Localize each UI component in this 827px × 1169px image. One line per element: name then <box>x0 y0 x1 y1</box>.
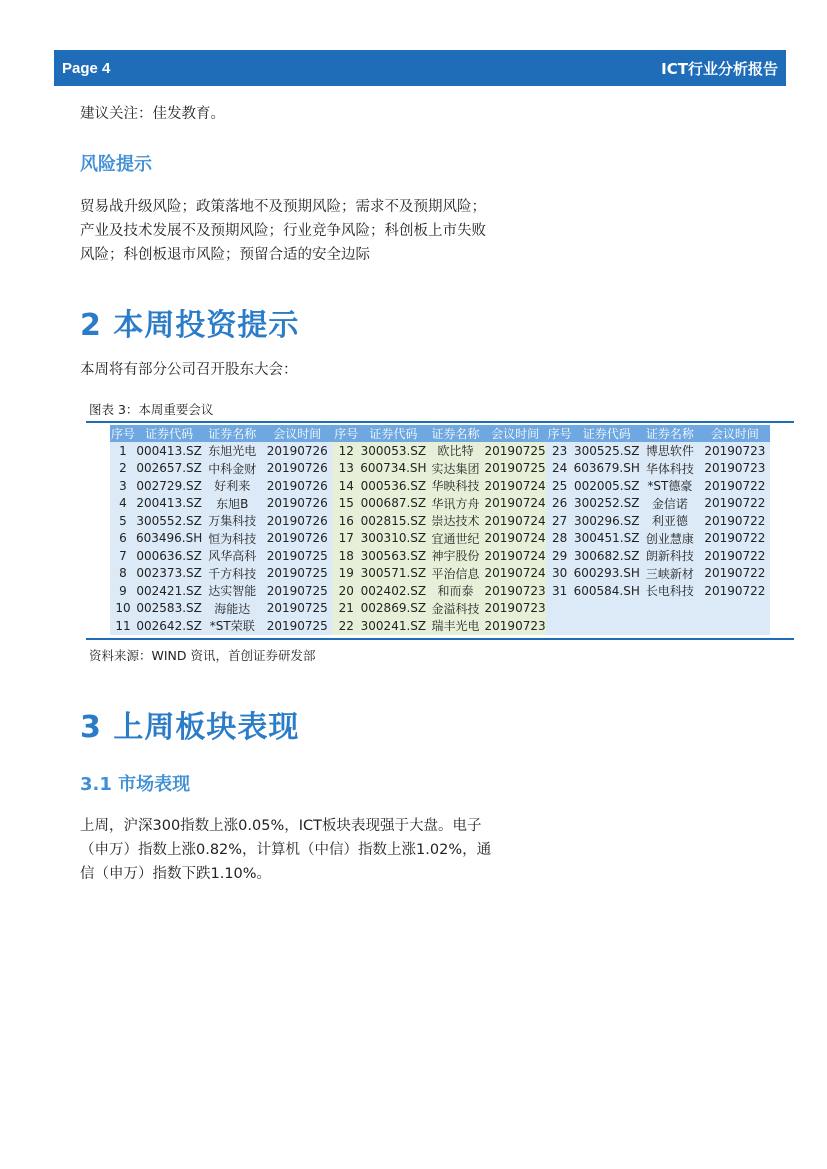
table-header-cell: 证券代码 <box>360 425 426 442</box>
table-cell: 26 <box>546 495 574 513</box>
table-cell: 20 <box>332 582 360 600</box>
table-cell: 东旭B <box>202 495 262 513</box>
table-row <box>110 495 770 513</box>
table-header-cell: 序号 <box>110 427 135 441</box>
table-cell: 20190722 <box>700 477 770 495</box>
table-cell <box>700 600 770 618</box>
table-cell <box>546 617 574 635</box>
market-line: 信（申万）指数下跌1.10%。 <box>80 866 272 882</box>
table-cell: 200413.SZ <box>136 496 202 511</box>
table-cell: 和而泰 <box>427 582 485 600</box>
table-cell: 300451.SZ <box>574 531 640 546</box>
table-cell: 16 <box>332 512 360 530</box>
table-cell: 000536.SZ <box>360 478 427 493</box>
table-cell: 5 <box>110 512 136 530</box>
table-cell: 20190725 <box>484 461 546 476</box>
table-cell: 朗新科技 <box>640 547 700 565</box>
table-cell: 三峡新材 <box>640 565 700 583</box>
table-row <box>110 512 770 530</box>
table-row <box>110 547 770 565</box>
table-cell: 20190725 <box>262 617 332 635</box>
table-cell: 14 <box>332 477 360 495</box>
table-cell: 300552.SZ <box>136 513 202 528</box>
table-cell: 华映科技 <box>427 477 485 495</box>
table-cell: 15 <box>332 495 360 513</box>
table-cell <box>640 600 700 618</box>
table-cell: 300682.SZ <box>574 548 640 563</box>
table-row <box>110 600 770 618</box>
table-cell: 6 <box>110 530 136 548</box>
table-cell: 风华高科 <box>202 547 262 565</box>
table-cell: 20190726 <box>262 442 332 460</box>
table-cell: 万集科技 <box>202 512 262 530</box>
table-cell: 金溢科技 <box>427 600 485 618</box>
table-cell <box>574 617 640 635</box>
table-cell: 002583.SZ <box>136 601 202 616</box>
table-cell: 3 <box>110 477 136 495</box>
table-cell: 20190725 <box>484 443 546 458</box>
report-title: ICT行业分析报告 <box>661 59 778 78</box>
table-cell: 崇达技术 <box>427 512 485 530</box>
table-cell: 宜通世纪 <box>427 530 485 548</box>
table-header-cell: 证券名称 <box>427 425 485 442</box>
table-cell: 达实智能 <box>202 582 262 600</box>
table-cell: 000687.SZ <box>360 496 427 511</box>
table-cell: 中科金财 <box>202 460 262 478</box>
table-cell: 27 <box>546 512 574 530</box>
table-cell: 20190726 <box>262 512 332 530</box>
table-cell: 300252.SZ <box>574 496 640 511</box>
table-cell: 20190722 <box>700 582 770 600</box>
table-cell: *ST荣联 <box>202 617 262 635</box>
table-cell: 300571.SZ <box>360 566 427 581</box>
table-cell: 23 <box>546 442 574 460</box>
table-cell: 002729.SZ <box>136 478 202 493</box>
table-cell: 300310.SZ <box>360 531 427 546</box>
table-cell <box>574 600 640 618</box>
table-cell: 28 <box>546 530 574 548</box>
section-3-heading: 3 上周板块表现 <box>80 710 300 745</box>
table-cell <box>640 617 700 635</box>
table-cell: 20190725 <box>262 582 332 600</box>
page-number: Page 4 <box>62 59 111 77</box>
table-cell: 瑞丰光电 <box>427 617 485 635</box>
table-cell: 8 <box>110 565 136 583</box>
table-cell: 21 <box>332 600 360 618</box>
risk-line: 风险；科创板退市风险；预留合适的安全边际 <box>80 247 370 263</box>
table-cell: 20190724 <box>484 513 546 528</box>
table-cell: 9 <box>110 582 136 600</box>
table-bottom-rule <box>86 638 794 640</box>
table-cell: 平治信息 <box>427 565 485 583</box>
table-cell: 30 <box>546 565 574 583</box>
table-cell: 22 <box>332 617 360 635</box>
table-cell: 20190723 <box>484 583 546 598</box>
table-cell: 20190722 <box>700 547 770 565</box>
table-header-cell: 会议时间 <box>700 425 770 442</box>
table-row <box>110 617 770 635</box>
table-cell: 20190723 <box>484 601 546 616</box>
table-cell <box>700 617 770 635</box>
table-header-cell: 证券名称 <box>640 425 700 442</box>
table-cell: 24 <box>546 460 574 478</box>
table-cell: 华讯方舟 <box>427 495 485 513</box>
table-header-cell: 序号 <box>547 427 572 441</box>
table-cell: 2 <box>110 460 136 478</box>
table-cell: 20190724 <box>484 478 546 493</box>
figure-source: 资料来源：WIND 资讯，首创证券研发部 <box>89 648 316 663</box>
table-header-cell: 证券代码 <box>574 425 640 442</box>
table-body <box>110 442 770 635</box>
table-cell: 20190724 <box>484 566 546 581</box>
table-cell: 20190722 <box>700 565 770 583</box>
table-cell: 300053.SZ <box>360 443 427 458</box>
table-header-cell: 证券名称 <box>202 425 262 442</box>
table-cell: 600584.SH <box>573 583 640 598</box>
table-cell: 20190722 <box>700 495 770 513</box>
table-header-cell: 会议时间 <box>485 425 546 442</box>
table-cell: 002402.SZ <box>360 583 427 598</box>
risk-paragraph <box>80 195 560 267</box>
table-cell: 长电科技 <box>640 582 700 600</box>
table-cell: 002815.SZ <box>360 513 427 528</box>
table-cell: 东旭光电 <box>202 442 262 460</box>
table-row <box>110 442 770 460</box>
table-cell: 欧比特 <box>427 442 485 460</box>
table-cell: *ST德豪 <box>640 477 700 495</box>
table-row <box>110 582 770 600</box>
table-header-row <box>110 425 770 442</box>
table-cell <box>546 600 574 618</box>
table-cell: 恒为科技 <box>202 530 262 548</box>
table-cell: 20190724 <box>484 531 546 546</box>
table-cell: 17 <box>332 530 360 548</box>
table-cell: 002421.SZ <box>136 583 202 598</box>
table-top-rule <box>86 421 794 423</box>
table-header-cell: 序号 <box>334 427 359 441</box>
table-cell: 20190723 <box>484 618 546 633</box>
risk-heading: 风险提示 <box>80 154 152 175</box>
table-cell: 海能达 <box>202 600 262 618</box>
table-header-cell: 会议时间 <box>262 425 332 442</box>
table-cell: 18 <box>332 547 360 565</box>
table-cell: 11 <box>110 617 136 635</box>
table-cell: 13 <box>332 460 360 478</box>
table-cell: 神宇股份 <box>427 547 485 565</box>
table-cell: 600734.SH <box>360 461 427 476</box>
table-cell: 20190725 <box>262 565 332 583</box>
risk-line: 产业及技术发展不及预期风险；行业竞争风险；科创板上市失败 <box>80 223 486 239</box>
page-header <box>54 50 786 86</box>
table-cell: 12 <box>332 442 360 460</box>
table-row <box>110 460 770 478</box>
table-header-cell: 证券代码 <box>136 425 202 442</box>
table-cell: 华体科技 <box>640 460 700 478</box>
table-row <box>110 477 770 495</box>
section-2-text: 本周将有部分公司召开股东大会： <box>80 362 298 378</box>
table-cell: 创业慧康 <box>640 530 700 548</box>
table-cell: 千方科技 <box>202 565 262 583</box>
table-cell: 博思软件 <box>640 442 700 460</box>
table-cell: 002869.SZ <box>360 601 427 616</box>
table-cell: 300525.SZ <box>574 443 640 458</box>
table-cell: 实达集团 <box>427 460 485 478</box>
table-cell: 20190726 <box>262 530 332 548</box>
table-cell: 4 <box>110 495 136 513</box>
risk-line: 贸易战升级风险；政策落地不及预期风险；需求不及预期风险； <box>80 199 486 215</box>
market-paragraph <box>80 814 560 886</box>
table-cell: 002642.SZ <box>136 618 202 633</box>
table-cell: 31 <box>546 582 574 600</box>
meetings-table <box>110 425 770 635</box>
table-cell: 20190726 <box>262 495 332 513</box>
table-cell: 000413.SZ <box>136 443 202 458</box>
figure-title: 图表 3：本周重要会议 <box>89 402 214 417</box>
table-cell: 20190722 <box>700 530 770 548</box>
table-row <box>110 530 770 548</box>
table-cell: 利亚德 <box>640 512 700 530</box>
table-cell: 300563.SZ <box>360 548 427 563</box>
table-cell: 20190724 <box>484 548 546 563</box>
section-2-heading: 2 本周投资提示 <box>80 308 300 343</box>
table-cell: 600293.SH <box>573 566 640 581</box>
table-cell: 19 <box>332 565 360 583</box>
table-cell: 603679.SH <box>573 461 640 476</box>
section-3-1-heading: 3.1 市场表现 <box>80 774 191 795</box>
table-cell: 000636.SZ <box>136 548 202 563</box>
table-cell: 20190723 <box>700 460 770 478</box>
table-cell: 7 <box>110 547 136 565</box>
market-line: 上周，沪深300指数上涨0.05%，ICT板块表现强于大盘。电子 <box>80 818 482 834</box>
table-cell: 25 <box>546 477 574 495</box>
intro-text: 建议关注：佳发教育。 <box>80 106 225 122</box>
table-cell: 金信诺 <box>640 495 700 513</box>
table-cell: 20190726 <box>262 477 332 495</box>
market-line: （申万）指数上涨0.82%，计算机（中信）指数上涨1.02%，通 <box>80 842 492 858</box>
table-cell: 002373.SZ <box>136 566 202 581</box>
table-cell: 好利来 <box>202 477 262 495</box>
table-cell: 1 <box>110 442 136 460</box>
table-cell: 10 <box>110 600 136 618</box>
table-cell: 300241.SZ <box>360 618 427 633</box>
table-cell: 002005.SZ <box>574 478 640 493</box>
table-cell: 002657.SZ <box>136 461 202 476</box>
table-cell: 300296.SZ <box>574 513 640 528</box>
table-cell: 20190722 <box>700 512 770 530</box>
table-row <box>110 565 770 583</box>
table-cell: 29 <box>546 547 574 565</box>
table-cell: 20190724 <box>484 496 546 511</box>
table-cell: 20190725 <box>262 547 332 565</box>
table-cell: 20190726 <box>262 460 332 478</box>
table-cell: 20190725 <box>262 600 332 618</box>
table-cell: 603496.SH <box>136 531 203 546</box>
table-cell: 20190723 <box>700 442 770 460</box>
